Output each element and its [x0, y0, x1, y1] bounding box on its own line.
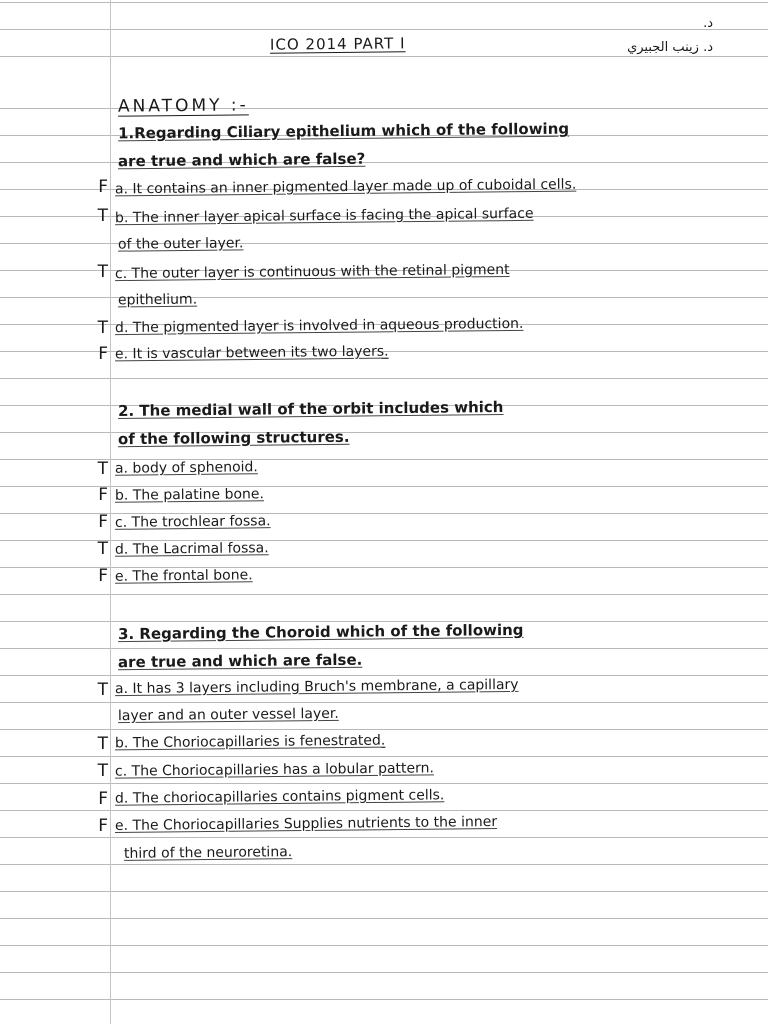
question-1-option-a: a. It contains an inner pigmented layer made up of cuboidal cells.: [114, 176, 577, 198]
answer-mark: F: [98, 512, 108, 532]
page-title: ICO 2014 PART I: [269, 34, 406, 54]
author-signature: د.: [703, 16, 713, 31]
question-2-stem-line-2: of the following structures.: [117, 427, 350, 449]
question-3-option-a: a. It has 3 layers including Bruch's membrane, a capillary: [114, 676, 519, 698]
question-3-stem-line-1: 3. Regarding the Choroid which of the following: [117, 620, 524, 644]
question-2-option-c: c. The trochlear fossa.: [114, 513, 271, 531]
answer-mark: T: [97, 734, 108, 754]
answer-mark: F: [98, 789, 108, 809]
question-1-option-e: e. It is vascular between its two layers.: [114, 343, 389, 363]
answer-mark: T: [97, 539, 108, 559]
section-heading: ANATOMY :-: [117, 95, 249, 117]
answer-mark: F: [98, 485, 108, 505]
question-3-option-c: c. The Choriocapillaries has a lobular pattern.: [114, 760, 435, 780]
answer-mark: F: [98, 344, 108, 364]
question-3-option-e-cont: third of the neuroretina.: [123, 844, 293, 862]
question-1-stem-line-2: are true and which are false?: [117, 149, 366, 171]
author-name: د. زينب الجبيري: [627, 40, 713, 55]
question-1-stem-line-1: 1.Regarding Ciliary epithelium which of the following: [117, 119, 570, 143]
answer-mark: T: [97, 206, 108, 226]
question-3-option-e: e. The Choriocapillaries Supplies nutrients to the inner: [114, 814, 498, 834]
answer-mark: T: [97, 761, 108, 781]
question-3-stem-line-2: are true and which are false.: [117, 650, 363, 672]
question-1-option-d: d. The pigmented layer is involved in aqueous production.: [114, 315, 524, 337]
question-1-option-b-cont: of the outer layer.: [117, 235, 244, 253]
question-3-option-a-cont: layer and an outer vessel layer.: [117, 705, 339, 725]
answer-mark: T: [97, 680, 108, 700]
answer-mark: T: [97, 262, 108, 282]
answer-mark: F: [98, 816, 108, 836]
question-3-option-b: b. The Choriocapillaries is fenestrated.: [114, 732, 386, 752]
question-3-option-d: d. The choriocapillaries contains pigment cells.: [114, 787, 445, 807]
margin-line: [110, 0, 111, 1024]
question-1-option-b: b. The inner layer apical surface is facing the apical surface: [114, 205, 534, 227]
answer-mark: T: [97, 459, 108, 479]
question-1-option-c-cont: epithelium.: [117, 291, 198, 309]
answer-mark: T: [97, 318, 108, 338]
question-2-stem-line-1: 2. The medial wall of the orbit includes which: [117, 397, 504, 421]
answer-mark: F: [98, 177, 108, 197]
question-1-option-c: c. The outer layer is continuous with the retinal pigment: [114, 261, 510, 283]
question-2-option-d: d. The Lacrimal fossa.: [114, 540, 269, 558]
question-2-option-b: b. The palatine bone.: [114, 486, 265, 504]
question-2-option-e: e. The frontal bone.: [114, 567, 253, 585]
question-2-option-a: a. body of sphenoid.: [114, 459, 258, 477]
answer-mark: F: [98, 566, 108, 586]
